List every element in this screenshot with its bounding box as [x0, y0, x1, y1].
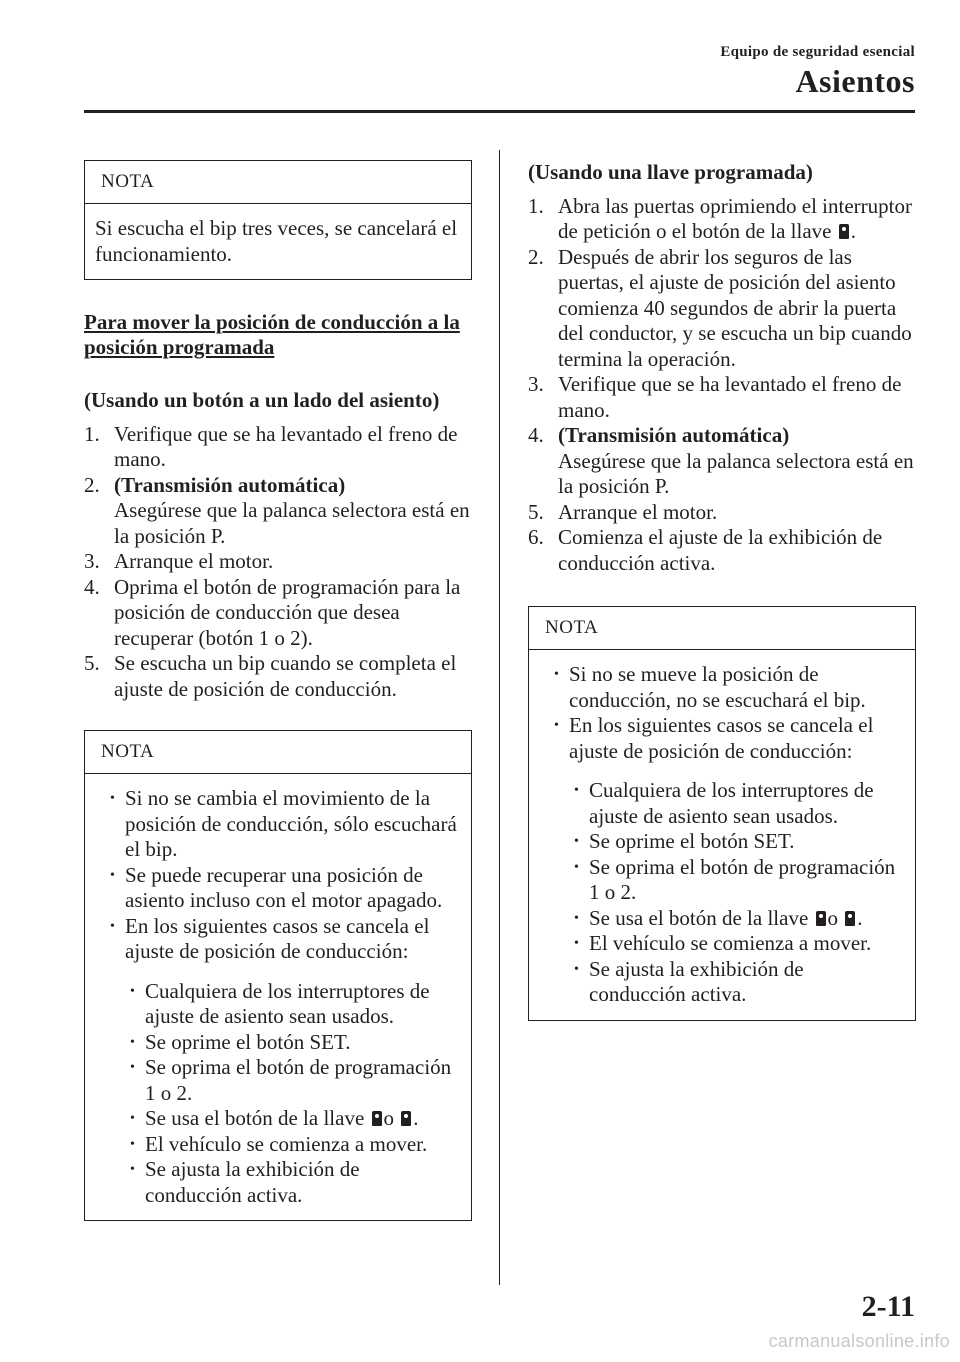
- note-bullets: [539, 662, 905, 764]
- note-box: [528, 606, 916, 1021]
- step-item: [84, 651, 472, 702]
- note-sub-bullet: • Cualquiera de los interruptores de ajuste de asiento sean usados.: [559, 778, 905, 829]
- watermark: carmanualsonline.info: [768, 1331, 950, 1351]
- note-box: [84, 160, 472, 280]
- note-body: [85, 774, 471, 1220]
- note-label: NOTA: [85, 161, 471, 204]
- note-label: NOTA: [529, 607, 915, 650]
- step-text: Después de abrir los seguros de las puertas, el ajuste de posición del asiento comienza 40 segundos de abrir la puerta del conductor, y se escucha un bip cuando termina la operación.: [558, 244, 912, 371]
- step-item: [528, 500, 916, 526]
- step-item: [84, 575, 472, 652]
- chapter-title: Asientos: [795, 63, 915, 99]
- step-text: Oprima el botón de programación para la posición de conducción que desea recuperar (botón 1 o 2).: [114, 574, 461, 650]
- step-text: Verifique que se ha levantado el freno de mano.: [558, 372, 902, 422]
- step-text: Arranque el motor.: [114, 549, 274, 573]
- left-column: [84, 160, 472, 1247]
- steps-list: [84, 422, 472, 703]
- section-heading: Para mover la posición de conducción a la posición programada: [84, 310, 460, 359]
- header-rule: [84, 110, 915, 113]
- key-lock-icon: [816, 911, 826, 926]
- step-item: [84, 549, 472, 575]
- step-number: 2.: [84, 472, 100, 497]
- note-sub-bullets: [95, 979, 461, 1209]
- step-item: [528, 245, 916, 373]
- step-item: [84, 473, 472, 550]
- note-bullet: • Si no se mueve la posición de conducción, no se escuchará el bip.: [539, 662, 905, 713]
- note-text: Si escucha el bip tres veces, se cancelará el funcionamiento.: [95, 216, 458, 266]
- step-bold: (Transmisión automática): [114, 472, 346, 497]
- note-bullet: • Se puede recuperar una posición de asiento incluso con el motor apagado.: [95, 863, 461, 914]
- step-number: 5.: [528, 499, 544, 524]
- page-header: [720, 44, 915, 100]
- step-item: [528, 423, 916, 500]
- step-text: Asegúrese que la palanca selectora está en la posición P.: [114, 498, 470, 548]
- step-text: Verifique que se ha levantado el freno de mano.: [114, 421, 458, 471]
- note-bullets: [95, 786, 461, 965]
- note-bullet: • En los siguientes casos se cancela el ajuste de posición de conducción:: [539, 713, 905, 764]
- note-box: [84, 730, 472, 1221]
- note-sub-bullets: [539, 778, 905, 1008]
- note-sub-bullet: • Se ajusta la exhibición de conducción activa.: [559, 957, 905, 1008]
- steps-list: [528, 194, 916, 577]
- section-name: Equipo de seguridad esencial: [720, 44, 915, 60]
- note-bullet: • En los siguientes casos se cancela el ajuste de posición de conducción:: [95, 914, 461, 965]
- step-text: Asegúrese que la palanca selectora está en la posición P.: [558, 448, 914, 498]
- note-sub-bullet: • Se oprima el botón de programación 1 o 2.: [115, 1055, 461, 1106]
- step-item: [528, 525, 916, 576]
- note-sub-bullet: • Se usa el botón de la llave o .: [115, 1106, 461, 1132]
- note-sub-bullet: • Se oprime el botón SET.: [115, 1030, 461, 1056]
- note-sub-text: Se usa el botón de la llave: [589, 905, 809, 930]
- step-number: 2.: [528, 244, 544, 269]
- step-item: 1. Abra las puertas oprimiendo el interruptor de petición o el botón de la llave .: [528, 193, 912, 243]
- key-connector: o: [827, 905, 839, 930]
- step-text: Comienza el ajuste de la exhibición de conducción activa.: [558, 525, 883, 575]
- step-number: 3.: [528, 372, 544, 396]
- step-number: 4.: [84, 574, 100, 599]
- step-number: 5.: [84, 651, 100, 675]
- note-sub-bullet: • Se oprima el botón de programación 1 o 2.: [559, 855, 905, 906]
- subheading: (Usando un botón a un lado del asiento): [84, 388, 440, 412]
- note-sub-bullet: • Cualquiera de los interruptores de ajuste de asiento sean usados.: [115, 979, 461, 1030]
- column-divider: [499, 150, 500, 1285]
- key-connector: o: [383, 1106, 395, 1130]
- step-text: Abra las puertas oprimiendo el interruptor de petición o el botón de la llave: [558, 193, 912, 243]
- step-number: 3.: [84, 549, 100, 573]
- note-sub-bullet: • Se ajusta la exhibición de conducción activa.: [115, 1157, 461, 1208]
- right-column: [528, 160, 916, 1047]
- step-item: [84, 422, 472, 473]
- step-bold: (Transmisión automática): [558, 423, 790, 447]
- key-lock-icon: [372, 1111, 382, 1126]
- note-sub-text: Se usa el botón de la llave: [145, 1106, 365, 1130]
- key-unlock-icon: [839, 224, 849, 239]
- note-sub-bullet: • El vehículo se comienza a mover.: [559, 931, 905, 957]
- key-unlock-icon: [845, 911, 855, 926]
- note-bullet: • Si no se cambia el movimiento de la posición de conducción, sólo escuchará el bip.: [95, 786, 461, 863]
- note-body: [85, 204, 471, 279]
- subheading: (Usando una llave programada): [528, 160, 813, 184]
- step-item: [528, 372, 916, 423]
- note-sub-bullet: • El vehículo se comienza a mover.: [115, 1132, 461, 1158]
- step-number: 1.: [528, 193, 544, 218]
- step-number: 1.: [84, 421, 100, 446]
- note-body: [529, 650, 915, 1020]
- note-label: NOTA: [85, 731, 471, 774]
- step-text: Se escucha un bip cuando se completa el ajuste de posición de conducción.: [114, 651, 457, 701]
- page-number: 2-11: [861, 1290, 915, 1323]
- key-unlock-icon: [401, 1111, 411, 1126]
- step-number: 6.: [528, 525, 544, 549]
- note-sub-bullet: • Se oprime el botón SET.: [559, 829, 905, 855]
- step-text: Arranque el motor.: [558, 499, 718, 524]
- note-sub-bullet: • Se usa el botón de la llave o .: [559, 906, 905, 932]
- step-number: 4.: [528, 423, 544, 447]
